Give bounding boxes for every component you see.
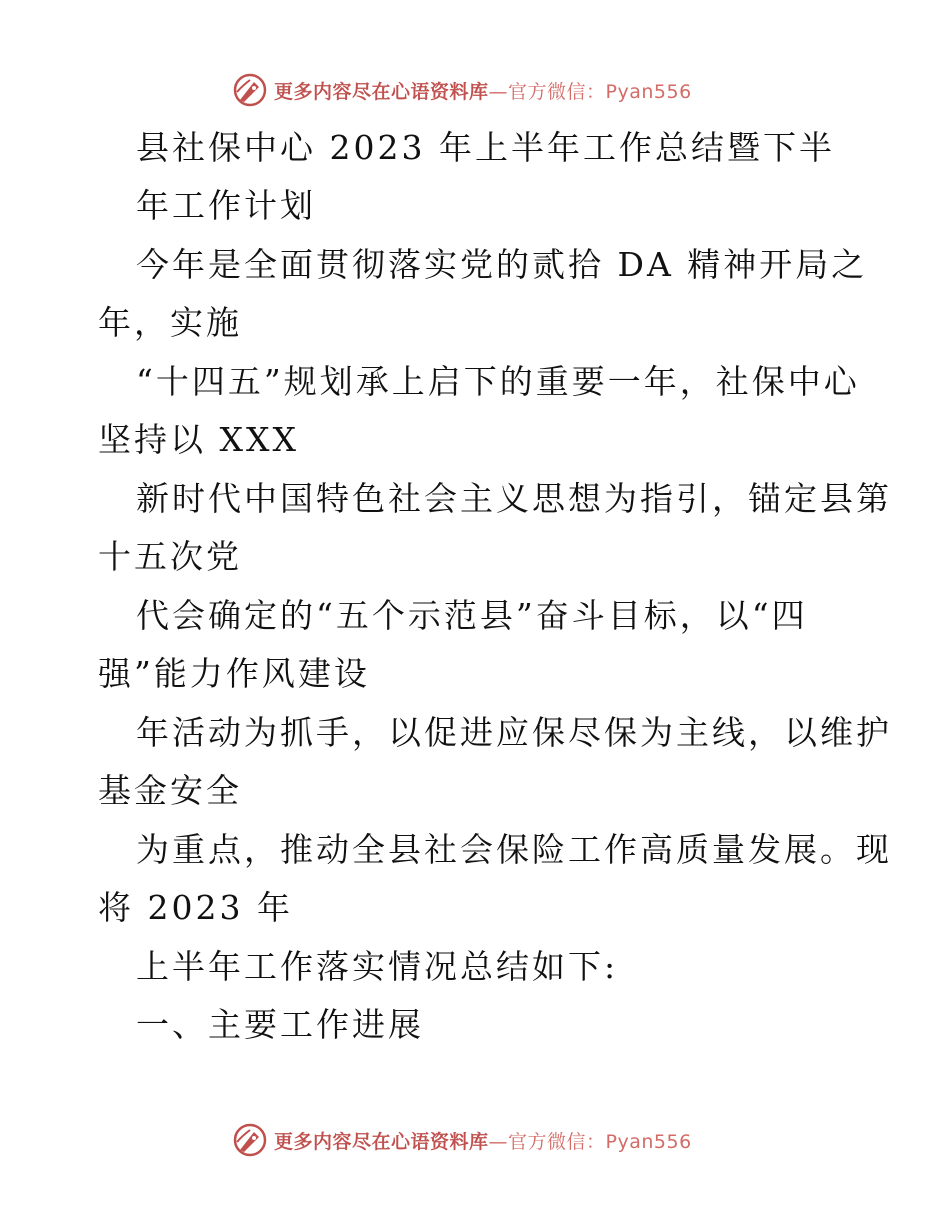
doc-line: 强”能力作风建设 bbox=[98, 654, 370, 693]
doc-line: 坚持以 XXX bbox=[98, 420, 299, 459]
section-heading: 一、主要工作进展 bbox=[136, 1005, 424, 1044]
doc-title-line-1: 县社保中心 2023 年上半年工作总结暨下半 bbox=[136, 128, 835, 167]
doc-line: “十四五”规划承上启下的重要一年，社保中心 bbox=[136, 362, 860, 401]
footer-contact: —官方微信：Pyan556 bbox=[488, 1130, 692, 1153]
doc-line: 年活动为抓手，以促进应保尽保为主线，以维护 bbox=[136, 713, 892, 752]
doc-line: 代会确定的“五个示范县”奋斗目标，以“四 bbox=[136, 596, 808, 635]
doc-line: 十五次党 bbox=[98, 537, 242, 576]
doc-line: 年，实施 bbox=[98, 303, 242, 342]
doc-line: 新时代中国特色社会主义思想为指引，锚定县第 bbox=[136, 479, 892, 518]
pen-nib-logo-icon bbox=[232, 1122, 268, 1158]
doc-line: 今年是全面贯彻落实党的贰拾 DA 精神开局之 bbox=[136, 245, 868, 284]
footer-banner bbox=[232, 1120, 692, 1160]
footer-brand: 更多内容尽在心语资料库 bbox=[274, 1130, 489, 1153]
doc-line: 基金安全 bbox=[98, 771, 242, 810]
header-contact: —官方微信：Pyan556 bbox=[488, 80, 692, 103]
doc-line: 将 2023 年 bbox=[98, 888, 293, 927]
doc-line: 为重点，推动全县社会保险工作高质量发展。现 bbox=[136, 830, 892, 869]
doc-title-line-2: 年工作计划 bbox=[136, 186, 316, 225]
header-brand: 更多内容尽在心语资料库 bbox=[274, 80, 489, 103]
doc-line: 上半年工作落实情况总结如下: bbox=[136, 947, 619, 986]
footer-banner-text bbox=[274, 1127, 692, 1154]
